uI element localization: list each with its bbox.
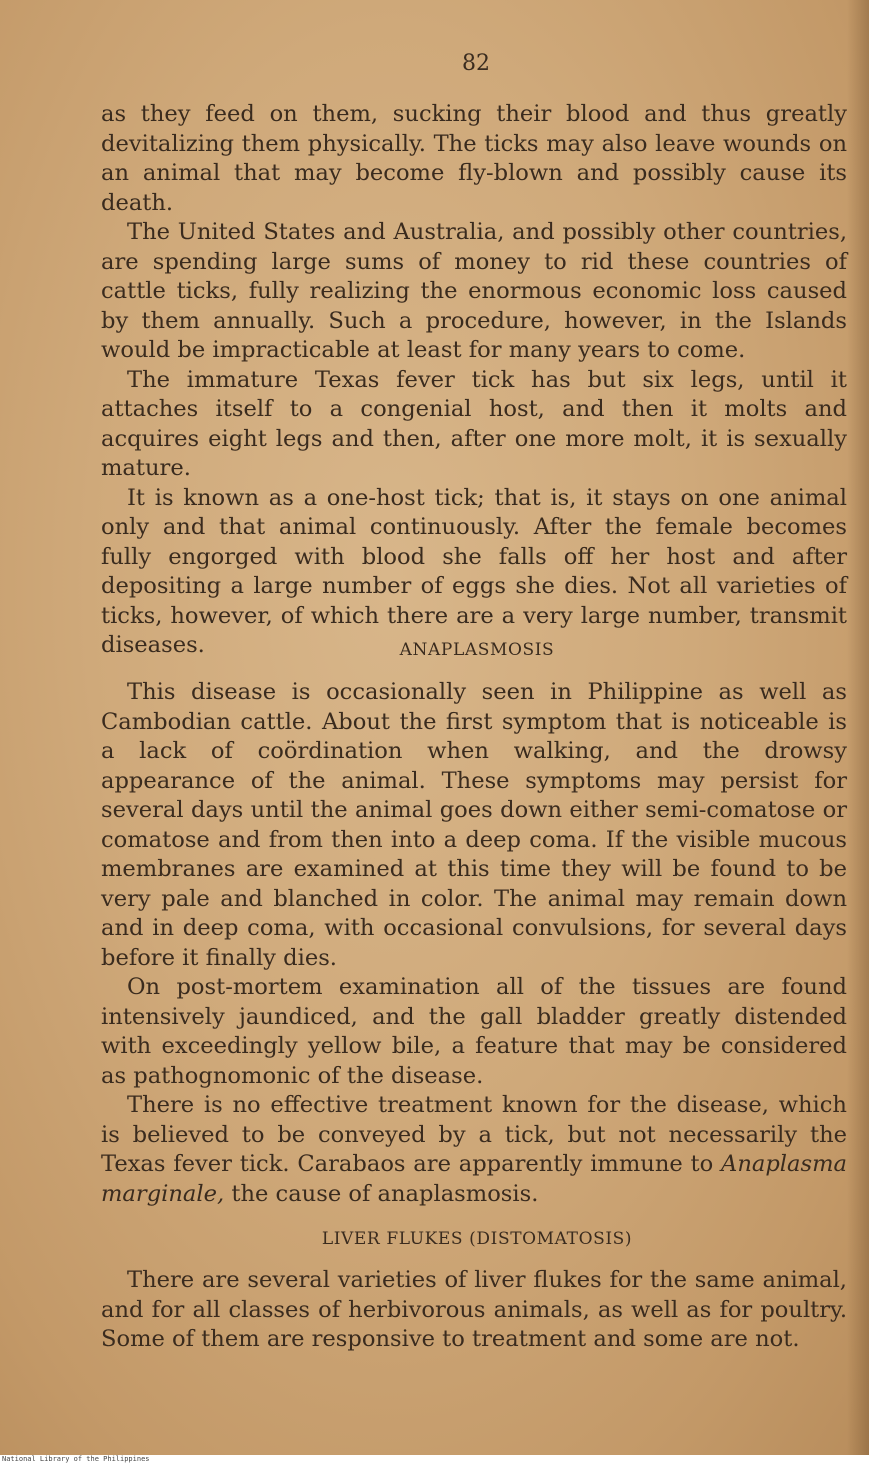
paragraph: This disease is occasionally seen in Philippine as well as Cambodian cattle. About the first symptom that is noticeable is a lack of coördination when walking, and the drowsy appearance of the animal. These symptoms may persist for several days until the animal goes down either semi-comatose or comatose and from then into a deep coma. If the visible mucous membranes are examined at this time they will be found to be very pale and blanched in color. The animal may remain down and in deep coma, with occasional convulsions, for several days before it finally dies. <box>101 679 847 971</box>
paragraph: The United States and Australia, and possibly other countries, are spending large sums of money to rid these countries of cattle ticks, fully realizing the enormous economic loss caused by them annually. Such a procedure, however, in the Islands would be impracticable at least for many years to come. <box>101 219 847 363</box>
ticks-text-block <box>101 100 847 661</box>
anaplasmosis-text-block <box>101 678 847 1209</box>
section-heading-anaplasmosis: ANAPLASMOSIS <box>399 640 555 660</box>
paragraph: It is known as a one-host tick; that is, it stays on one animal only and that animal continuously. After the female becomes fully engorged with blood she falls off her host and after depositing a large number of eggs she dies. Not all varieties of ticks, however, of which there are a very large number, transmit diseases. <box>101 484 847 658</box>
paragraph: as they feed on them, sucking their blood and thus greatly devitalizing them physically. The ticks may also leave wounds on an animal that may become fly-blown and possibly cause its death. <box>101 101 847 216</box>
treatment-text-end: the cause of anaplasmosis. <box>224 1180 539 1207</box>
species-name: Anaplasma marginale, <box>101 1151 847 1207</box>
liver-flukes-text-block <box>101 1266 847 1355</box>
paragraph: On post-mortem examination all of the tissues are found intensively jaundiced, and the gall bladder greatly distended with exceedingly yellow bile, a feature that may be considered as pathognomonic of the disease. <box>101 974 847 1089</box>
treatment-text: There is no effective treatment known for the disease, which is believed to be conveyed by a tick, but not necessarily the Texas fever tick. Carabaos are apparently immune to <box>101 1092 847 1177</box>
paragraph: There are several varieties of liver flukes for the same animal, and for all classes of herbivorous animals, as well as for poultry. Some of them are responsive to treatment and some are not. <box>101 1267 847 1352</box>
paragraph <box>101 1091 847 1209</box>
paragraph: The immature Texas fever tick has but six legs, until it attaches itself to a congenial host, and then it molts and acquires eight legs and then, after one more molt, it is sexually mature. <box>101 366 847 481</box>
page-number: 82 <box>462 51 490 76</box>
library-footer: National Library of the Philippines <box>2 1455 150 1463</box>
section-heading-liver-flukes: LIVER FLUKES (DISTOMATOSIS) <box>321 1229 633 1249</box>
